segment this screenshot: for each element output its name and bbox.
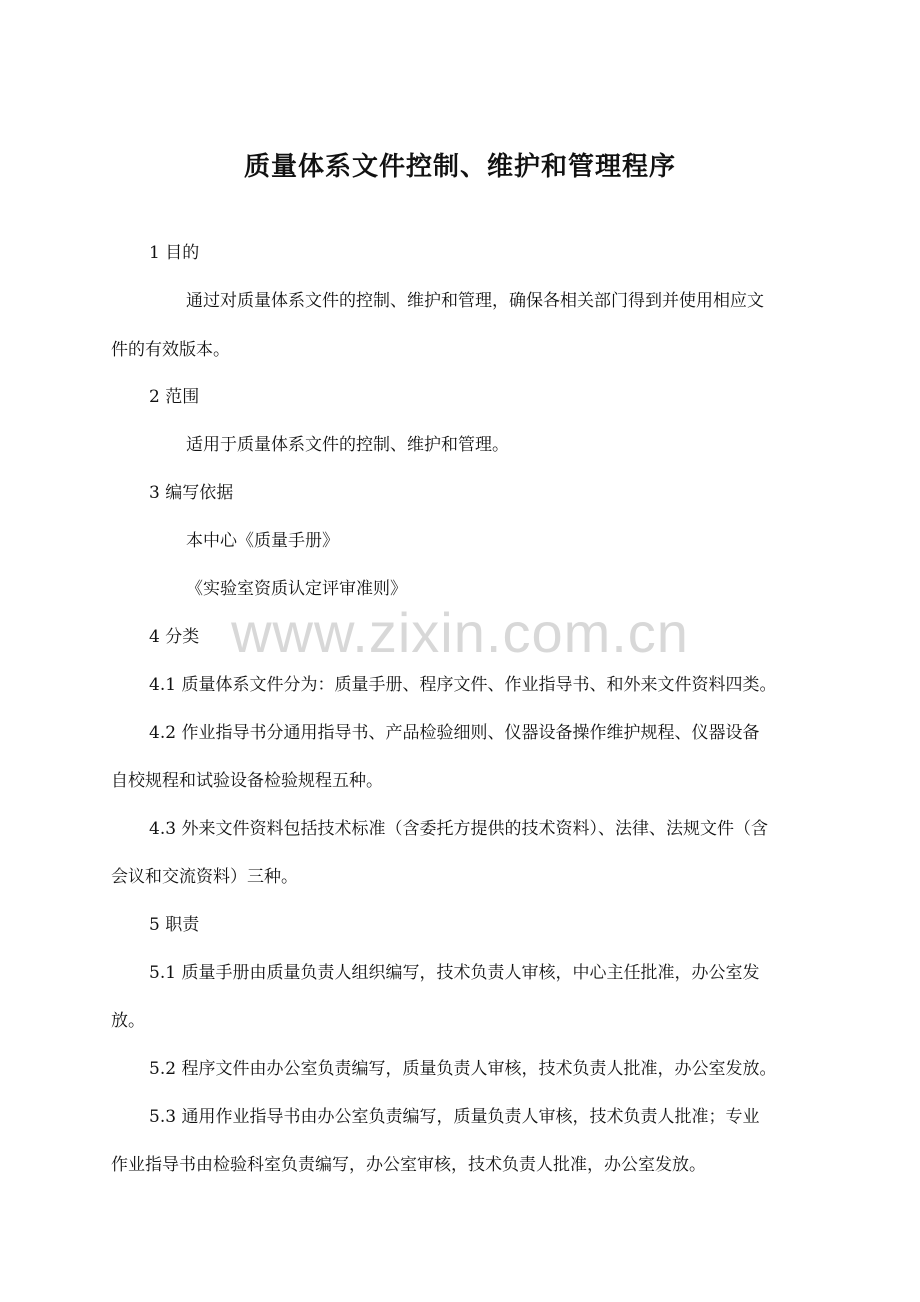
section-heading-responsibilities: 5 职责 <box>149 915 200 935</box>
paragraph-line: 作业指导书由检验科室负责编写，办公室审核，技术负责人批准，办公室发放。 <box>111 1155 706 1175</box>
document-title: 质量体系文件控制、维护和管理程序 <box>243 152 676 182</box>
section-heading-classification: 4 分类 <box>149 627 200 647</box>
section-heading-purpose: 1 目的 <box>149 243 200 263</box>
paragraph-line: 4.1 质量体系文件分为：质量手册、程序文件、作业指导书、和外来文件资料四类。 <box>149 675 777 695</box>
reference-line: 本中心《质量手册》 <box>186 531 339 551</box>
reference-line: 《实验室资质认定评审准则》 <box>186 579 407 599</box>
paragraph-line: 4.2 作业指导书分通用指导书、产品检验细则、仪器设备操作维护规程、仪器设备 <box>149 723 760 743</box>
paragraph-line: 件的有效版本。 <box>111 340 230 360</box>
paragraph-line: 适用于质量体系文件的控制、维护和管理。 <box>186 435 509 455</box>
paragraph-line: 会议和交流资料）三种。 <box>111 867 298 887</box>
paragraph-line: 5.2 程序文件由办公室负责编写，质量负责人审核，技术负责人批准，办公室发放。 <box>149 1059 777 1079</box>
section-heading-scope: 2 范围 <box>149 387 200 407</box>
section-heading-basis: 3 编写依据 <box>149 483 234 503</box>
watermark: www.zixin.com.cn <box>231 601 689 664</box>
paragraph-line: 5.1 质量手册由质量负责人组织编写，技术负责人审核，中心主任批准，办公室发 <box>149 963 760 983</box>
paragraph-line: 放。 <box>111 1011 145 1031</box>
paragraph-line: 通过对质量体系文件的控制、维护和管理，确保各相关部门得到并使用相应文 <box>186 291 764 311</box>
paragraph-line: 自校规程和试验设备检验规程五种。 <box>111 771 383 791</box>
paragraph-line: 5.3 通用作业指导书由办公室负责编写，质量负责人审核，技术负责人批准；专业 <box>149 1107 760 1127</box>
paragraph-line: 4.3 外来文件资料包括技术标准（含委托方提供的技术资料）、法律、法规文件（含 <box>149 819 768 839</box>
